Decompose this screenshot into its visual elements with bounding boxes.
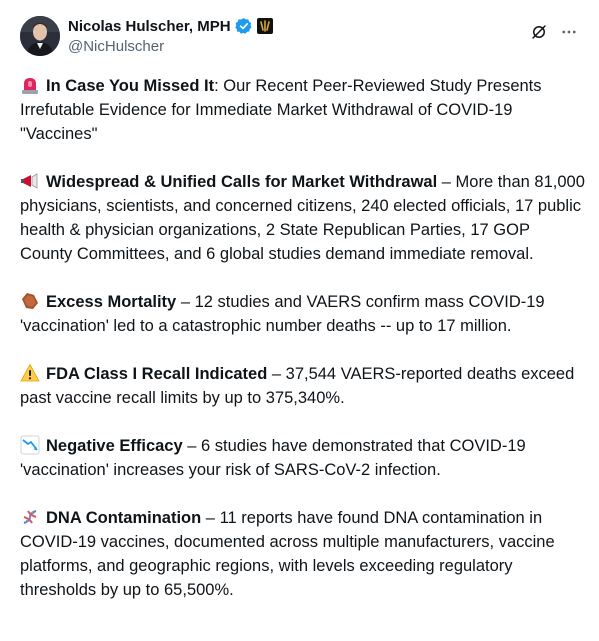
header-actions: [529, 22, 579, 42]
tweet-header: [20, 14, 585, 62]
paragraph-icymi: [20, 74, 585, 146]
rotating-light-icon: [20, 75, 40, 95]
paragraph-heading: DNA Contamination: [46, 509, 202, 527]
tweet-text: [20, 74, 585, 626]
display-name[interactable]: Nicolas Hulscher, MPH: [68, 17, 231, 35]
paragraph-withdrawal: [20, 170, 585, 266]
paragraph-text: : Our Recent Peer-Reviewed Study Presents Irrefutable Evidence for Immediate Market Withdrawal of COVID-19 "Vaccines": [20, 77, 542, 143]
chart-decreasing-icon: [20, 435, 40, 455]
handle[interactable]: @NicHulscher: [68, 38, 165, 55]
verified-badge-icon: [235, 17, 253, 35]
avatar[interactable]: [20, 16, 60, 56]
grok-icon[interactable]: [529, 22, 549, 42]
megaphone-icon: [20, 171, 40, 191]
paragraph-heading: Widespread & Unified Calls for Market Withdrawal: [46, 173, 438, 191]
paragraph-dna: [20, 506, 585, 602]
paragraph-heading: FDA Class I Recall Indicated: [46, 365, 268, 383]
paragraph-heading: In Case You Missed It: [46, 77, 215, 95]
warning-icon: [20, 363, 40, 383]
paragraph-text: – 12 studies and VAERS confirm mass COVID-19 'vaccination' led to a catastrophic number deaths -- up to 17 million.: [20, 293, 545, 335]
paragraph-heading: Excess Mortality: [46, 293, 177, 311]
coffin-icon: [20, 291, 40, 311]
paragraph-text: – 11 reports have found DNA contamination in COVID-19 vaccines, documented across multiple manufacturers, vaccine platforms, and geographic regions, with levels exceeding regulatory thresholds by up to 65,500%.: [20, 509, 555, 599]
paragraph-text: – 6 studies have demonstrated that COVID-19 'vaccination' increases your risk of SARS-CoV-2 infection.: [20, 437, 526, 479]
affiliation-badge-icon[interactable]: [257, 18, 273, 34]
paragraph-efficacy: [20, 434, 585, 482]
more-options-icon[interactable]: [559, 22, 579, 42]
paragraph-recall: [20, 362, 585, 410]
paragraph-text: – More than 81,000 physicians, scientists, and concerned citizens, 240 elected officials, 17 public health & physician organizations, 2 State Republican Parties, 17 GOP County Committees, and 6 global studies demand immediate removal.: [20, 173, 585, 263]
dna-icon: [20, 507, 40, 527]
author-names: [68, 16, 273, 55]
paragraph-mortality: [20, 290, 585, 338]
paragraph-heading: Negative Efficacy: [46, 437, 183, 455]
paragraph-text: – 37,544 VAERS-reported deaths exceed past vaccine recall limits by up to 375,340%.: [20, 365, 575, 407]
